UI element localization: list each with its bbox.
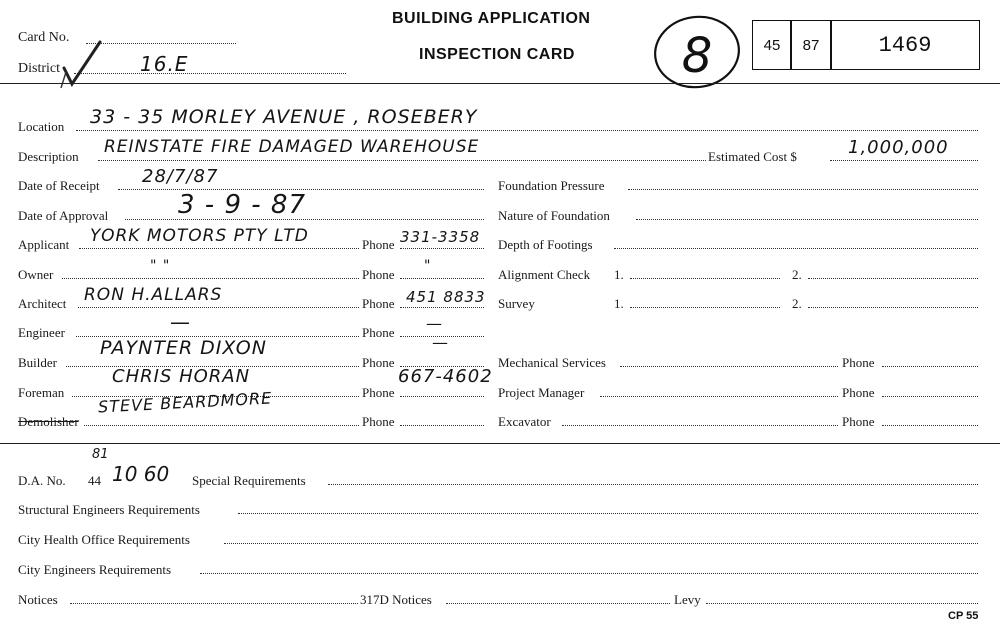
foundation-pressure-line bbox=[628, 189, 978, 190]
district-value: 16.E bbox=[140, 52, 189, 76]
architect-value: RON H.ALLARS bbox=[84, 285, 223, 305]
notices-line bbox=[70, 603, 358, 604]
project-manager-line bbox=[600, 396, 838, 397]
depth-of-footings-label: Depth of Footings bbox=[498, 237, 593, 252]
nature-of-foundation-line bbox=[636, 219, 978, 220]
district-line bbox=[74, 73, 346, 74]
location-line bbox=[76, 130, 978, 131]
alignment-check-num-1: 1. bbox=[614, 267, 624, 282]
architect-phone-line bbox=[400, 307, 484, 308]
alignment-check-num-2: 2. bbox=[792, 267, 802, 282]
excavator-line bbox=[562, 425, 838, 426]
excavator-phone-label: Phone bbox=[842, 414, 875, 429]
owner-phone-label: Phone bbox=[362, 267, 395, 282]
date-of-receipt-value: 28/7/87 bbox=[142, 166, 219, 187]
applicant-value: YORK MOTORS PTY LTD bbox=[90, 226, 309, 246]
excavator-label: Excavator bbox=[498, 414, 551, 429]
card-box-b: 87 bbox=[790, 20, 832, 70]
owner-value: " " bbox=[150, 258, 171, 274]
demolisher-phone-label: Phone bbox=[362, 414, 395, 429]
description-value: REINSTATE FIRE DAMAGED WAREHOUSE bbox=[104, 137, 480, 157]
builder-phone-label: Phone bbox=[362, 355, 395, 370]
card-box-a: 45 bbox=[752, 20, 792, 70]
owner-label: Owner bbox=[18, 267, 54, 282]
architect-phone-value: 451 8833 bbox=[406, 288, 486, 306]
engineer-value: — bbox=[170, 310, 191, 334]
da-value: 10 60 bbox=[112, 462, 170, 486]
foreman-value: CHRIS HORAN bbox=[112, 366, 251, 387]
alignment-check-line-2 bbox=[808, 278, 978, 279]
estimated-cost-value: 1,000,000 bbox=[848, 137, 949, 158]
foreman-phone-value: 667-4602 bbox=[398, 366, 493, 387]
da-top-value: 81 bbox=[92, 447, 109, 462]
foreman-label: Foreman bbox=[18, 385, 65, 400]
estimated-cost-line bbox=[830, 160, 978, 161]
project-manager-phone-label: Phone bbox=[842, 385, 875, 400]
owner-phone-line bbox=[400, 278, 484, 279]
project-manager-phone-line bbox=[882, 396, 978, 397]
builder-label: Builder bbox=[18, 355, 57, 370]
structural-requirements-label: Structural Engineers Requirements bbox=[18, 502, 200, 517]
mechanical-services-phone-label: Phone bbox=[842, 355, 875, 370]
mechanical-services-phone-line bbox=[882, 366, 978, 367]
builder-value: PAYNTER DIXON bbox=[100, 337, 267, 359]
title-line-2: INSPECTION CARD bbox=[419, 46, 575, 63]
applicant-phone-line bbox=[400, 248, 484, 249]
notices-317d-line bbox=[446, 603, 670, 604]
engineer-label: Engineer bbox=[18, 325, 65, 340]
owner-phone-value: " bbox=[424, 258, 432, 274]
architect-line bbox=[78, 307, 359, 308]
card-no-line bbox=[86, 43, 236, 44]
applicant-phone-label: Phone bbox=[362, 237, 395, 252]
city-engineers-requirements-label: City Engineers Requirements bbox=[18, 562, 172, 577]
demolisher-phone-line bbox=[400, 425, 484, 426]
card-no-label: Card No. bbox=[18, 30, 70, 45]
structural-requirements-line bbox=[238, 513, 978, 514]
mechanical-services-line bbox=[620, 366, 838, 367]
city-health-requirements-label: City Health Office Requirements bbox=[18, 532, 190, 547]
foundation-pressure-label: Foundation Pressure bbox=[498, 178, 605, 193]
location-label: Location bbox=[18, 119, 65, 134]
da-no-label: D.A. No. bbox=[18, 473, 66, 488]
location-value: 33 - 35 MORLEY AVENUE , ROSEBERY bbox=[90, 106, 478, 128]
demolisher-label: Demolisher bbox=[18, 414, 79, 429]
foreman-phone-label: Phone bbox=[362, 385, 395, 400]
project-manager-label: Project Manager bbox=[498, 385, 585, 400]
description-label: Description bbox=[18, 149, 79, 164]
notices-label: Notices bbox=[18, 592, 58, 607]
city-engineers-requirements-line bbox=[200, 573, 978, 574]
description-line bbox=[98, 160, 706, 161]
circled-number-mark bbox=[650, 10, 745, 92]
section-divider bbox=[0, 443, 1000, 444]
builder-phone-value: — bbox=[432, 333, 449, 352]
levy-label: Levy bbox=[674, 592, 701, 607]
alignment-check-line-1 bbox=[630, 278, 780, 279]
survey-num-2: 2. bbox=[792, 296, 802, 311]
survey-num-1: 1. bbox=[614, 296, 624, 311]
date-of-receipt-label: Date of Receipt bbox=[18, 178, 100, 193]
mechanical-services-label: Mechanical Services bbox=[498, 355, 606, 370]
title-line-1: BUILDING APPLICATION bbox=[392, 10, 591, 27]
architect-label: Architect bbox=[18, 296, 67, 311]
depth-of-footings-line bbox=[614, 248, 978, 249]
demolisher-line bbox=[84, 425, 359, 426]
circled-number: 8 bbox=[681, 28, 713, 84]
alignment-check-label: Alignment Check bbox=[498, 267, 591, 282]
city-health-requirements-line bbox=[224, 543, 978, 544]
engineer-phone-label: Phone bbox=[362, 325, 395, 340]
form-code: CP 55 bbox=[948, 610, 979, 622]
date-of-approval-value: 3 - 9 - 87 bbox=[178, 190, 306, 220]
excavator-phone-line bbox=[882, 425, 978, 426]
survey-line-2 bbox=[808, 307, 978, 308]
survey-line-1 bbox=[630, 307, 780, 308]
header-divider bbox=[0, 83, 1000, 84]
foreman-phone-line bbox=[400, 396, 484, 397]
special-requirements-label: Special Requirements bbox=[192, 473, 306, 488]
owner-line bbox=[62, 278, 359, 279]
applicant-phone-value: 331-3358 bbox=[400, 228, 481, 246]
applicant-line bbox=[79, 248, 359, 249]
survey-label: Survey bbox=[498, 296, 535, 311]
notices-317d-label: 317D Notices bbox=[360, 592, 432, 607]
da-prefix: 44 bbox=[88, 473, 101, 488]
card-number: 1469 bbox=[830, 20, 980, 70]
architect-phone-label: Phone bbox=[362, 296, 395, 311]
date-of-approval-label: Date of Approval bbox=[18, 208, 109, 223]
applicant-label: Applicant bbox=[18, 237, 70, 252]
demolisher-value: STEVE BEARDMORE bbox=[97, 388, 273, 417]
engineer-phone-value: — bbox=[426, 314, 443, 333]
nature-of-foundation-label: Nature of Foundation bbox=[498, 208, 610, 223]
estimated-cost-label: Estimated Cost $ bbox=[708, 149, 797, 164]
special-requirements-line bbox=[328, 484, 978, 485]
levy-line bbox=[706, 603, 978, 604]
district-label: District bbox=[18, 61, 60, 76]
